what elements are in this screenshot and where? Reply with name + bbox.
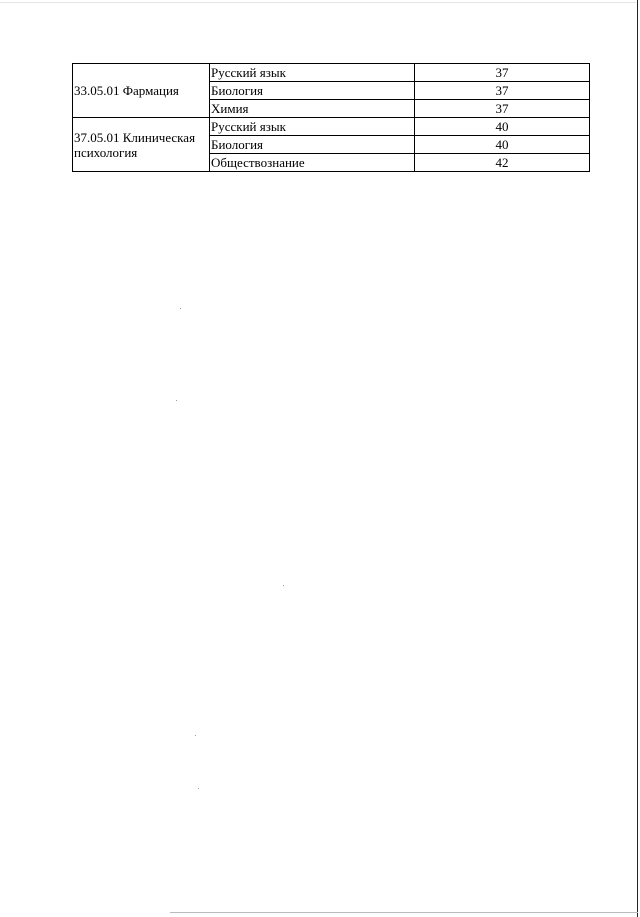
score-cell: 37 — [415, 64, 590, 82]
page-bottom-edge — [170, 912, 638, 913]
scan-speck — [195, 735, 196, 736]
table-row — [73, 64, 590, 82]
scan-speck — [176, 400, 177, 401]
score-cell: 40 — [415, 118, 590, 136]
subject-cell: Русский язык — [210, 64, 415, 82]
subject-cell: Русский язык — [210, 118, 415, 136]
score-cell: 37 — [415, 82, 590, 100]
scan-speck — [198, 788, 199, 789]
table-row — [73, 118, 590, 136]
page-top-edge — [0, 2, 636, 3]
scan-speck — [283, 585, 284, 586]
scan-speck — [180, 308, 181, 309]
program-cell: 33.05.01 Фармация — [73, 64, 210, 118]
score-cell: 42 — [415, 154, 590, 172]
subject-cell: Химия — [210, 100, 415, 118]
program-cell: 37.05.01 Клиническая психология — [73, 118, 210, 172]
score-cell: 37 — [415, 100, 590, 118]
minimum-scores-table — [72, 63, 590, 172]
subject-cell: Биология — [210, 136, 415, 154]
page-right-edge — [637, 0, 638, 917]
score-cell: 40 — [415, 136, 590, 154]
subject-cell: Биология — [210, 82, 415, 100]
subject-cell: Обществознание — [210, 154, 415, 172]
